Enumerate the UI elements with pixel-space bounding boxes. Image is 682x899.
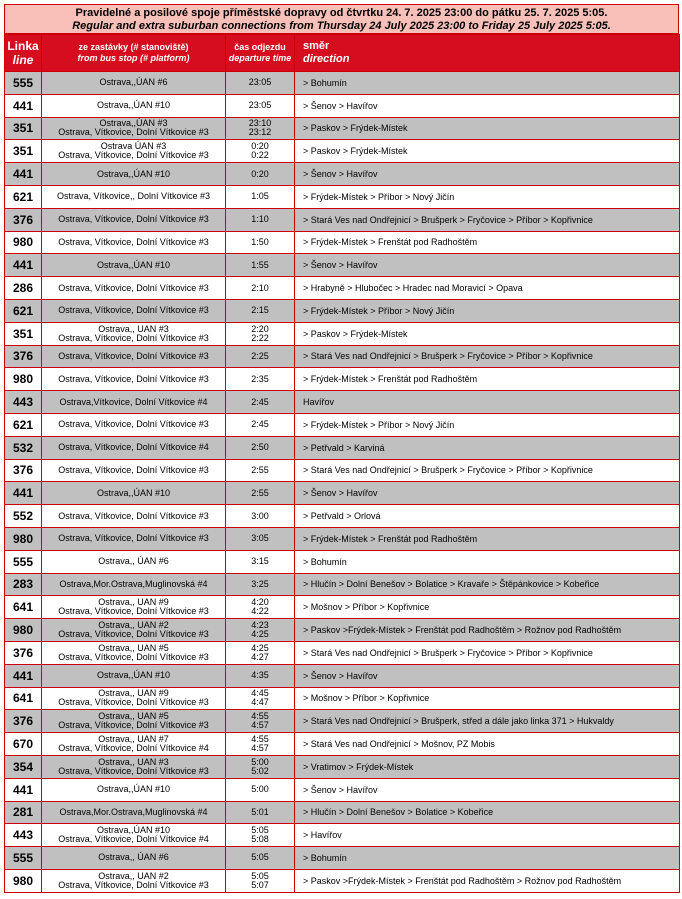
departure-time [226,299,295,322]
from-stop [42,94,226,117]
time-value: 0:22 [251,150,269,161]
direction: > Mošnov > Příbor > Kopřivnice [295,596,680,619]
time-value: 5:02 [251,765,269,776]
stop-line: Ostrava, Vítkovice, Dolní Vítkovice #3 [58,282,209,293]
from-stop [42,436,226,459]
departure-time [226,459,295,482]
time-value: 4:23 [251,620,269,631]
line-number: 980 [5,869,42,892]
from-stop [42,505,226,528]
departure-time [226,824,295,847]
from-stop [42,368,226,391]
table-row [5,573,680,596]
departure-time [226,550,295,573]
direction: > Petřvald > Karviná [295,436,680,459]
line-number: 281 [5,801,42,824]
time-value: 4:35 [251,670,269,681]
direction: > Šenov > Havířov [295,163,680,186]
table-row [5,413,680,436]
stop-header-cz: ze zastávky (# stanoviště) [78,42,189,52]
stop-line: Ostrava, Vítkovice, Dolní Vítkovice #3 [58,629,209,640]
time-value: 4:25 [251,642,269,653]
stop-line: Ostrava, Vítkovice, Dolní Vítkovice #3 [58,373,209,384]
time-value: 4:45 [251,688,269,699]
time-value: 4:25 [251,629,269,640]
departure-time [226,413,295,436]
departure-time [226,641,295,664]
stop-line: Ostrava,Mor.Ostrava,Muglinovská #4 [59,578,208,589]
time-value: 0:20 [251,141,269,152]
stop-line: Ostrava, Vítkovice, Dolní Vítkovice #3 [58,879,209,890]
stop-line: Ostrava, Vítkovice, Dolní Vítkovice #3 [58,305,209,316]
direction: > Frýdek-Místek > Příbor > Nový Jičín [295,413,680,436]
direction: > Frýdek-Místek > Frenštát pod Radhoštěm [295,368,680,391]
line-number: 441 [5,778,42,801]
line-number: 552 [5,505,42,528]
table-row [5,322,680,345]
table-row [5,345,680,368]
line-number: 555 [5,847,42,870]
line-number: 354 [5,755,42,778]
table-row [5,527,680,550]
stop-line: Ostrava,,ÚAN #10 [96,259,171,270]
stop-line: Ostrava, Vítkovice, Dolní Vítkovice #3 [58,236,209,247]
direction: > Šenov > Havířov [295,254,680,277]
direction: > Paskov >Frýdek-Místek > Frenštát pod Radhoštěm > Rožnov pod Radhoštěm [295,619,680,642]
stop-line: Ostrava,, UAN #3 [98,756,169,767]
table-row [5,185,680,208]
time-value: 4:47 [251,697,269,708]
time-value: 2:45 [251,419,269,430]
column-header-direction [295,35,680,72]
from-stop [42,72,226,95]
direction: > Hrabyně > Hlubočec > Hradec nad Moravicí > Opava [295,277,680,300]
time-value: 5:05 [251,825,269,836]
time-value: 4:57 [251,743,269,753]
time-value: 2:10 [251,282,269,293]
departure-time [226,140,295,163]
direction: > Paskov >Frýdek-Místek > Frenštát pod Radhoštěm > Rožnov pod Radhoštěm [295,869,680,892]
from-stop [42,527,226,550]
departure-time [226,277,295,300]
departure-time [226,117,295,140]
time-value: 5:05 [251,870,269,881]
table-row [5,391,680,414]
table-row [5,869,680,892]
line-number: 441 [5,163,42,186]
from-stop [42,254,226,277]
stop-line: Ostrava,, UAN #2 [98,620,169,631]
line-number: 351 [5,117,42,140]
from-stop [42,482,226,505]
direction: > Šenov > Havířov [295,482,680,505]
time-value: 4:22 [251,606,269,617]
departure-time [226,778,295,801]
table-row [5,163,680,186]
stop-line: Ostrava, Vítkovice, Dolní Vítkovice #3 [58,765,209,776]
timetable-document [4,4,679,893]
departure-time [226,664,295,687]
table-row [5,72,680,95]
stop-line: Ostrava,, ÚAN #6 [98,556,169,567]
table-row [5,94,680,117]
direction: > Bohumín [295,847,680,870]
table-row [5,847,680,870]
from-stop [42,664,226,687]
line-number: 980 [5,231,42,254]
from-stop [42,117,226,140]
departure-time [226,801,295,824]
stop-line: Ostrava, Vítkovice, Dolní Vítkovice #3 [58,332,209,343]
table-row [5,459,680,482]
table-row [5,299,680,322]
stop-line: Ostrava, Vítkovice, Dolní Vítkovice #4 [58,743,209,753]
time-value: 5:01 [251,806,269,817]
stop-line: Ostrava,, UAN #7 [98,734,169,744]
stop-line: Ostrava, Vítkovice, Dolní Vítkovice #3 [58,510,209,521]
direction: > Stará Ves nad Ondřejnicí > Brušperk > Fryčovice > Příbor > Kopřivnice [295,345,680,368]
direction: > Hlučín > Dolní Benešov > Bolatice > Kravaře > Štěpánkovice > Kobeřice [295,573,680,596]
departure-time [226,482,295,505]
time-value: 23:12 [248,127,272,138]
from-stop [42,869,226,892]
stop-line: Ostrava, Vítkovice,, Dolní Vítkovice #3 [56,191,211,202]
line-header-en: line [12,53,34,67]
from-stop [42,140,226,163]
departure-time [226,869,295,892]
direction-header-cz: směr [303,40,330,52]
departure-time [226,231,295,254]
line-number: 980 [5,527,42,550]
time-value: 3:05 [251,533,269,544]
line-number: 980 [5,619,42,642]
departure-time [226,505,295,528]
departure-time [226,368,295,391]
line-number: 441 [5,254,42,277]
column-header-time [226,35,295,72]
direction: > Hlučín > Dolní Benešov > Bolatice > Kobeřice [295,801,680,824]
time-value: 3:15 [251,556,269,567]
direction: > Stará Ves nad Ondřejnicí > Brušperk > Fryčovice > Příbor > Kopřivnice [295,641,680,664]
time-value: 2:22 [251,332,269,343]
departure-time [226,847,295,870]
table-row [5,436,680,459]
departure-time [226,527,295,550]
direction: > Stará Ves nad Ondřejnicí > Mošnov, PZ Mobis [295,733,680,756]
stop-line: Ostrava,,ÚAN #10 [96,784,171,795]
time-value: 23:05 [248,77,272,88]
time-value: 2:50 [251,442,269,453]
time-value: 2:35 [251,373,269,384]
title-czech: Pravidelné a posilové spoje příměstské dopravy od čtvrtku 24. 7. 2025 23:00 do pátku 25. 7. 2025 5:05. [75,7,608,19]
line-number: 555 [5,72,42,95]
direction: > Paskov > Frýdek-Místek [295,117,680,140]
line-number: 641 [5,687,42,710]
direction: > Stará Ves nad Ondřejnicí > Brušperk, střed a dále jako linka 371 > Hukvaldy [295,710,680,733]
direction: > Havířov [295,824,680,847]
direction: > Stará Ves nad Ondřejnicí > Brušperk > Fryčovice > Příbor > Kopřivnice [295,459,680,482]
time-value: 4:55 [251,734,269,744]
stop-line: Ostrava, Vítkovice, Dolní Vítkovice #3 [58,350,209,361]
table-row [5,277,680,300]
direction: > Šenov > Havířov [295,664,680,687]
from-stop [42,345,226,368]
table-row [5,801,680,824]
stop-line: Ostrava, Vítkovice, Dolní Vítkovice #3 [58,533,209,544]
from-stop [42,459,226,482]
time-value: 2:15 [251,305,269,316]
table-row [5,505,680,528]
time-value: 4:57 [251,720,269,731]
table-row [5,482,680,505]
departure-time [226,345,295,368]
from-stop [42,755,226,778]
from-stop [42,733,226,756]
time-value: 5:05 [251,852,269,863]
time-value: 1:55 [251,259,269,270]
line-number: 670 [5,733,42,756]
stop-line: Ostrava,,ÚAN #3 [99,118,168,129]
column-header-stop [42,35,226,72]
stop-line: Ostrava,,ÚAN #10 [96,487,171,498]
time-value: 2:45 [251,396,269,407]
line-number: 441 [5,94,42,117]
stop-line: Ostrava, Vítkovice, Dolní Vítkovice #4 [58,442,209,453]
line-number: 443 [5,391,42,414]
line-number: 641 [5,596,42,619]
direction: > Šenov > Havířov [295,778,680,801]
time-value: 3:25 [251,578,269,589]
from-stop [42,185,226,208]
stop-line: Ostrava, Vítkovice, Dolní Vítkovice #3 [58,419,209,430]
table-row [5,368,680,391]
stop-line: Ostrava, Vítkovice, Dolní Vítkovice #3 [58,606,209,617]
from-stop [42,573,226,596]
table-row [5,596,680,619]
line-number: 621 [5,299,42,322]
table-body [5,72,680,893]
time-value: 2:55 [251,464,269,475]
departure-time [226,94,295,117]
departure-time [226,710,295,733]
line-header-cz: Linka [7,39,39,53]
table-row [5,550,680,573]
title-english: Regular and extra suburban connections from Thursday 24 July 2025 23:00 to Friday 25 July 2025 5:05. [72,20,611,32]
table-row [5,824,680,847]
from-stop [42,391,226,414]
line-number: 376 [5,641,42,664]
from-stop [42,208,226,231]
from-stop [42,163,226,186]
stop-line: Ostrava,,ÚAN #10 [96,825,171,836]
stop-line: Ostrava ÚAN #3 [100,141,167,152]
table-row [5,687,680,710]
time-value: 1:05 [251,191,269,202]
time-value: 23:10 [248,118,272,129]
direction: > Paskov > Frýdek-Místek [295,140,680,163]
direction-header-en: direction [303,53,350,65]
from-stop [42,596,226,619]
line-number: 351 [5,140,42,163]
time-header-cz: čas odjezdu [234,42,286,52]
table-row [5,117,680,140]
table-row [5,778,680,801]
table-row [5,619,680,642]
departure-time [226,163,295,186]
stop-line: Ostrava, Vítkovice, Dolní Vítkovice #4 [58,834,209,845]
line-number: 621 [5,185,42,208]
from-stop [42,801,226,824]
time-value: 2:55 [251,487,269,498]
time-header-en: departure time [228,53,292,63]
line-number: 283 [5,573,42,596]
time-value: 3:00 [251,510,269,521]
line-number: 443 [5,824,42,847]
departure-time [226,436,295,459]
time-value: 5:00 [251,784,269,795]
direction: > Petřvald > Orlová [295,505,680,528]
direction: > Vratimov > Frýdek-Místek [295,755,680,778]
stop-line: Ostrava,, UAN #2 [98,870,169,881]
line-number: 376 [5,345,42,368]
direction: > Frýdek-Místek > Frenštát pod Radhoštěm [295,527,680,550]
direction: Havířov [295,391,680,414]
from-stop [42,619,226,642]
departure-time [226,687,295,710]
from-stop [42,847,226,870]
time-value: 4:27 [251,651,269,662]
departure-time [226,254,295,277]
line-number: 441 [5,482,42,505]
table-row [5,231,680,254]
column-header-line [5,35,42,72]
table-row [5,664,680,687]
time-value: 1:50 [251,236,269,247]
table-row [5,140,680,163]
from-stop [42,322,226,345]
line-number: 980 [5,368,42,391]
departure-time [226,72,295,95]
time-value: 0:20 [251,168,269,179]
from-stop [42,687,226,710]
table-row [5,208,680,231]
from-stop [42,550,226,573]
stop-line: Ostrava, Vítkovice, Dolní Vítkovice #3 [58,464,209,475]
time-value: 2:20 [251,323,269,334]
line-number: 376 [5,710,42,733]
line-number: 532 [5,436,42,459]
from-stop [42,299,226,322]
table-row [5,755,680,778]
departure-time [226,755,295,778]
stop-line: Ostrava,, UAN #9 [98,688,169,699]
direction: > Bohumín [295,550,680,573]
direction: > Šenov > Havířov [295,94,680,117]
stop-line: Ostrava, Vítkovice, Dolní Vítkovice #3 [58,150,209,161]
line-number: 555 [5,550,42,573]
stop-line: Ostrava,, UAN #9 [98,597,169,608]
departure-time [226,185,295,208]
departure-time [226,322,295,345]
departure-time [226,619,295,642]
from-stop [42,231,226,254]
table-row [5,710,680,733]
stop-line: Ostrava,,ÚAN #10 [96,100,171,111]
line-number: 351 [5,322,42,345]
from-stop [42,413,226,436]
departure-time [226,733,295,756]
table-row [5,641,680,664]
departure-time [226,596,295,619]
departure-time [226,391,295,414]
time-value: 2:25 [251,350,269,361]
from-stop [42,641,226,664]
stop-line: Ostrava, Vítkovice, Dolní Vítkovice #3 [58,651,209,662]
stop-line: Ostrava,,ÚAN #10 [96,168,171,179]
stop-line: Ostrava,,ÚAN #6 [99,77,168,88]
departures-table [4,34,680,893]
line-number: 376 [5,459,42,482]
line-number: 286 [5,277,42,300]
time-value: 4:55 [251,711,269,722]
time-value: 4:20 [251,597,269,608]
time-value: 5:00 [251,756,269,767]
direction: > Bohumín [295,72,680,95]
direction: > Frýdek-Místek > Frenštát pod Radhoštěm [295,231,680,254]
stop-line: Ostrava,Mor.Ostrava,Muglinovská #4 [59,806,208,817]
from-stop [42,277,226,300]
stop-line: Ostrava, Vítkovice, Dolní Vítkovice #3 [58,697,209,708]
from-stop [42,824,226,847]
line-number: 621 [5,413,42,436]
stop-header-en: from bus stop (# platform) [77,53,190,63]
time-value: 5:08 [251,834,269,845]
stop-line: Ostrava,, UAN #5 [98,642,169,653]
direction: > Paskov > Frýdek-Místek [295,322,680,345]
stop-line: Ostrava,, UAN #3 [98,323,169,334]
direction: > Stará Ves nad Ondřejnicí > Brušperk > Fryčovice > Příbor > Kopřivnice [295,208,680,231]
stop-line: Ostrava, Vítkovice, Dolní Vítkovice #3 [58,127,209,138]
stop-line: Ostrava,, UAN #5 [98,711,169,722]
line-number: 441 [5,664,42,687]
direction: > Mošnov > Příbor > Kopřivnice [295,687,680,710]
direction: > Frýdek-Místek > Příbor > Nový Jičín [295,299,680,322]
table-header-row [5,35,680,72]
table-row [5,733,680,756]
departure-time [226,208,295,231]
time-value: 5:07 [251,879,269,890]
stop-line: Ostrava, Vítkovice, Dolní Vítkovice #3 [58,214,209,225]
time-value: 23:05 [248,100,272,111]
departure-time [226,573,295,596]
line-number: 376 [5,208,42,231]
stop-line: Ostrava, Vítkovice, Dolní Vítkovice #3 [58,720,209,731]
page-title [4,4,679,34]
from-stop [42,778,226,801]
stop-line: Ostrava,,ÚAN #10 [96,670,171,681]
stop-line: Ostrava,, ÚAN #6 [98,852,169,863]
time-value: 1:10 [251,214,269,225]
from-stop [42,710,226,733]
stop-line: Ostrava,Vítkovice, Dolní Vítkovice #4 [59,396,208,407]
direction: > Frýdek-Místek > Příbor > Nový Jičín [295,185,680,208]
table-row [5,254,680,277]
